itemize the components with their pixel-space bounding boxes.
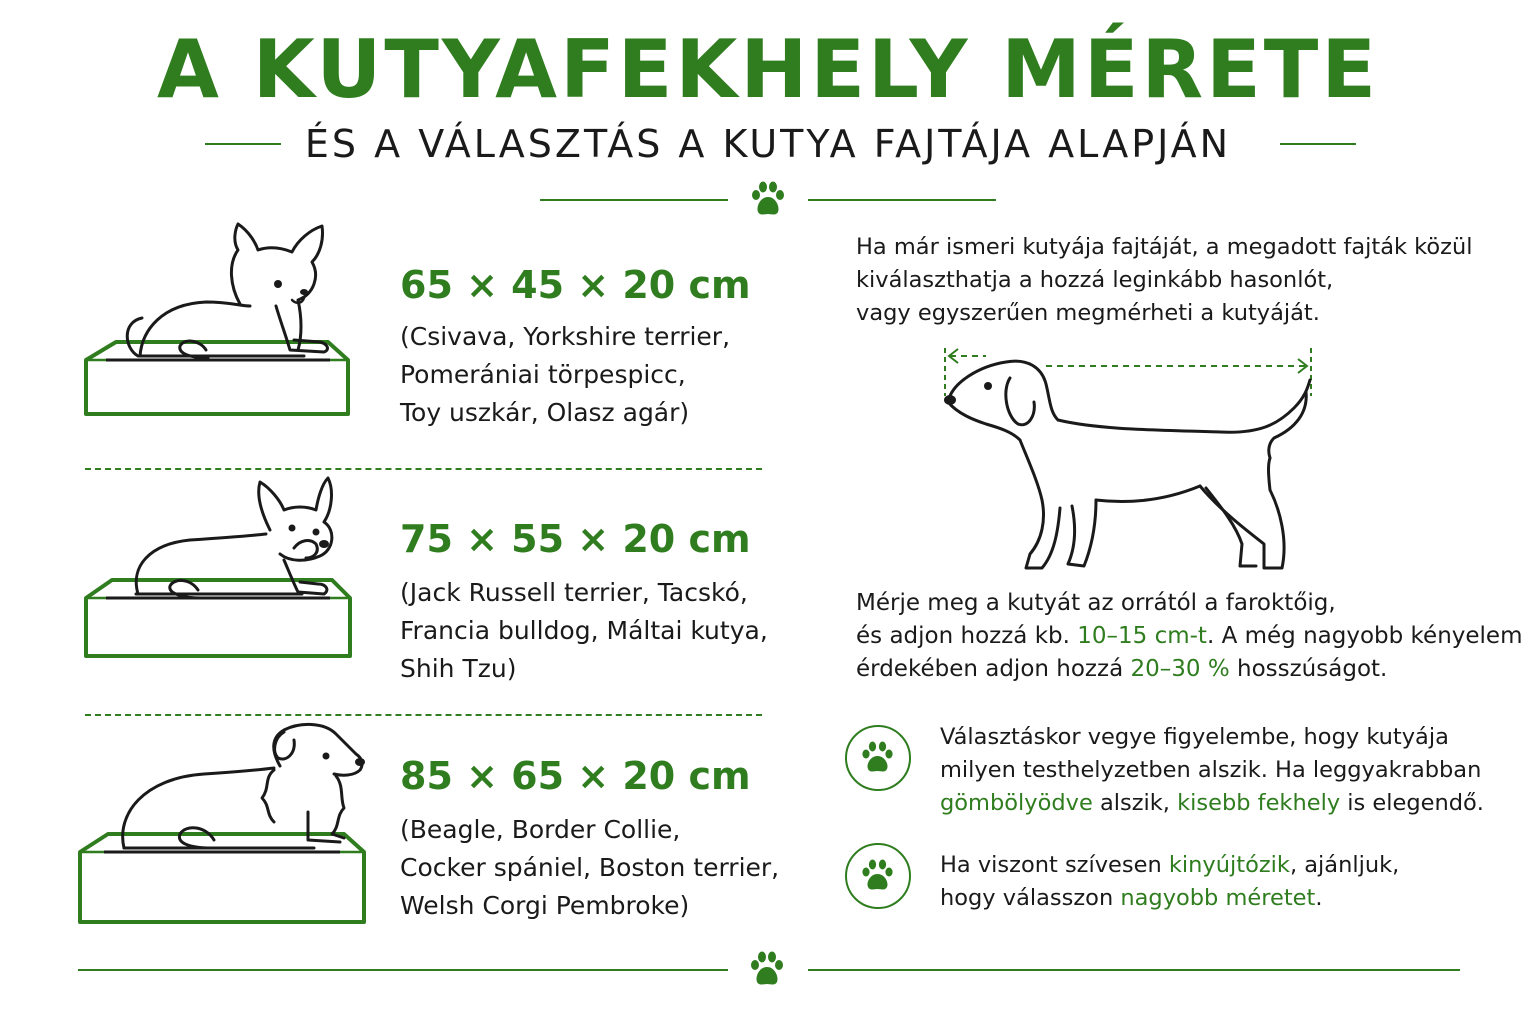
breed-line: Pomerániai törpespicc, <box>400 360 686 389</box>
measure-line: Mérje meg a kutyát az orrától a faroktőig, <box>856 590 1336 616</box>
paw-icon <box>847 845 908 906</box>
header-divider-left <box>540 199 728 201</box>
paw-icon <box>847 727 908 788</box>
measure-line <box>856 620 1522 653</box>
text-span: is elegendő. <box>1340 790 1484 816</box>
footer-divider-left <box>78 969 728 971</box>
text-span: Ha viszont szívesen <box>940 852 1169 878</box>
breed-line: (Csivava, Yorkshire terrier, <box>400 322 731 351</box>
fluffy-dog-on-bed-illustration <box>74 718 374 928</box>
french-bulldog-on-bed-illustration <box>80 470 360 670</box>
tip-line <box>940 882 1399 915</box>
highlight-stretches: kinyújtózik <box>1168 852 1290 878</box>
tip-stretched-sleep <box>940 849 1399 915</box>
subtitle-rule-right <box>1280 143 1356 145</box>
breeds-list-small <box>400 318 730 432</box>
paw-icon <box>747 951 787 989</box>
text-span: . <box>1315 885 1323 911</box>
tip-paw-badge <box>845 843 911 909</box>
chihuahua-on-bed-illustration <box>80 220 360 420</box>
breed-line: Cocker spániel, Boston terrier, <box>400 853 780 882</box>
tip-line <box>940 849 1399 882</box>
page-title: A KUTYAFEKHELY MÉRETE <box>157 23 1379 116</box>
highlight-bigger-size: nagyobb méretet <box>1120 885 1316 911</box>
highlight-smaller-bed: kisebb fekhely <box>1177 790 1341 816</box>
measured-dog-illustration <box>930 340 1330 580</box>
intro-line: Ha már ismeri kutyája fajtáját, a megadott fajták közül <box>856 234 1473 260</box>
section-divider <box>85 714 762 716</box>
paw-icon <box>748 181 788 219</box>
size-label-large: 85 × 65 × 20 cm <box>400 754 751 798</box>
text-span: érdekében adjon hozzá <box>856 656 1131 682</box>
breed-line: (Beagle, Border Collie, <box>400 815 681 844</box>
breeds-list-large <box>400 811 779 925</box>
highlight-extra-percent: 20–30 % <box>1130 656 1230 682</box>
tip-line <box>940 787 1484 820</box>
text-span: és adjon hozzá kb. <box>856 623 1078 649</box>
breed-line: Welsh Corgi Pembroke) <box>400 891 690 920</box>
tip-line: milyen testhelyzetben alszik. Ha leggyakrabban <box>940 757 1482 783</box>
header-divider-right <box>808 199 996 201</box>
measure-arrow-icon <box>945 348 1311 396</box>
breeds-list-medium <box>400 574 768 688</box>
measure-line <box>856 653 1522 686</box>
tip-paw-badge <box>845 725 911 791</box>
breed-line: Toy uszkár, Olasz agár) <box>400 398 690 427</box>
tip-curled-sleep <box>940 721 1484 820</box>
breed-line: Francia bulldog, Máltai kutya, <box>400 616 768 645</box>
intro-text <box>856 231 1473 330</box>
page-subtitle: ÉS A VÁLASZTÁS A KUTYA FAJTÁJA ALAPJÁN <box>304 122 1232 166</box>
breed-line: Shih Tzu) <box>400 654 517 683</box>
text-span: , ajánljuk, <box>1289 852 1400 878</box>
highlight-extra-cm: 10–15 cm-t <box>1077 623 1207 649</box>
text-span: hogy válasszon <box>940 885 1121 911</box>
size-label-small: 65 × 45 × 20 cm <box>400 263 751 307</box>
intro-line: kiválaszthatja a hozzá leginkább hasonlót, <box>856 267 1334 293</box>
text-span: hosszúságot. <box>1229 656 1388 682</box>
highlight-curled: gömbölyödve <box>940 790 1093 816</box>
intro-line: vagy egyszerűen megmérheti a kutyáját. <box>856 300 1320 326</box>
text-span: . A még nagyobb kényelem <box>1206 623 1523 649</box>
footer-divider-right <box>808 969 1460 971</box>
size-label-medium: 75 × 55 × 20 cm <box>400 517 751 561</box>
measure-instructions <box>856 587 1522 686</box>
tip-line: Választáskor vegye figyelembe, hogy kutyája <box>940 724 1449 750</box>
breed-line: (Jack Russell terrier, Tacskó, <box>400 578 748 607</box>
text-span: alszik, <box>1092 790 1178 816</box>
